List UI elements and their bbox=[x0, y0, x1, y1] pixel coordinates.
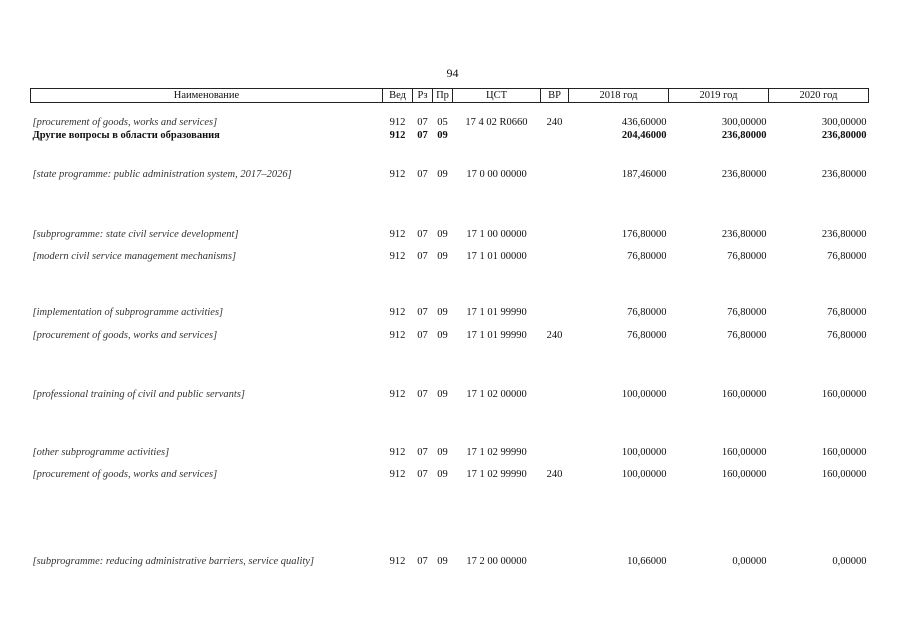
row-2018: 76,80000 bbox=[627, 307, 667, 319]
row-pr: 05 bbox=[437, 117, 448, 129]
row-vr: 240 bbox=[546, 469, 563, 481]
column-header-2019: 2019 год bbox=[669, 89, 769, 103]
row-rz: 07 bbox=[417, 251, 428, 263]
row-name: [subprogramme: state civil service development] bbox=[32, 229, 239, 241]
row-2020: 236,80000 bbox=[821, 229, 867, 241]
row-cst: 17 0 00 00000 bbox=[466, 169, 527, 181]
row-2018: 204,46000 bbox=[621, 130, 667, 142]
row-2020: 0,00000 bbox=[832, 556, 867, 568]
row-vr bbox=[541, 142, 569, 181]
row-cst: 17 1 00 00000 bbox=[466, 229, 527, 241]
row-rz: 07 bbox=[417, 389, 428, 401]
row-vr: 240 bbox=[546, 117, 563, 129]
row-vr bbox=[541, 129, 569, 142]
row-cst: 17 4 02 R0660 bbox=[465, 117, 528, 129]
row-rz: 07 bbox=[417, 307, 428, 319]
row-2018: 187,46000 bbox=[621, 169, 667, 181]
row-name: [procurement of goods, works and services] bbox=[32, 469, 218, 481]
row-ved: 912 bbox=[389, 169, 406, 181]
table-row bbox=[31, 459, 869, 481]
row-2020: 160,00000 bbox=[821, 447, 867, 459]
table-row bbox=[31, 142, 869, 181]
row-vr bbox=[541, 241, 569, 263]
row-2020: 160,00000 bbox=[821, 469, 867, 481]
row-vr bbox=[541, 181, 569, 241]
row-rz: 07 bbox=[417, 556, 428, 568]
row-vr: 240 bbox=[546, 330, 563, 342]
row-pr: 09 bbox=[437, 307, 448, 319]
row-rz: 07 bbox=[417, 447, 428, 459]
row-cst: 17 1 02 00000 bbox=[466, 389, 527, 401]
row-2019: 76,80000 bbox=[727, 330, 767, 342]
row-name: [procurement of goods, works and services] bbox=[32, 117, 218, 129]
row-pr: 09 bbox=[437, 469, 448, 481]
row-cst: 17 1 01 99990 bbox=[466, 307, 527, 319]
table-row bbox=[31, 342, 869, 401]
row-ved: 912 bbox=[389, 469, 406, 481]
table-row bbox=[31, 401, 869, 459]
row-pr: 09 bbox=[437, 229, 448, 241]
row-2019: 300,00000 bbox=[721, 117, 767, 129]
table-row bbox=[31, 103, 869, 129]
row-name: [subprogramme: reducing administrative barriers, service quality] bbox=[32, 556, 315, 568]
table-row bbox=[31, 241, 869, 263]
row-2019: 76,80000 bbox=[727, 251, 767, 263]
row-pr: 09 bbox=[437, 130, 448, 142]
column-header-name: Наименование bbox=[31, 89, 383, 103]
row-cst: 17 1 02 99990 bbox=[466, 469, 527, 481]
row-2018: 10,66000 bbox=[627, 556, 667, 568]
row-pr: 09 bbox=[437, 447, 448, 459]
column-header-2020: 2020 год bbox=[769, 89, 869, 103]
row-2019: 236,80000 bbox=[721, 169, 767, 181]
row-2020: 76,80000 bbox=[827, 330, 867, 342]
row-rz: 07 bbox=[417, 169, 428, 181]
row-ved: 912 bbox=[389, 330, 406, 342]
table-row bbox=[31, 129, 869, 142]
row-2020: 76,80000 bbox=[827, 251, 867, 263]
row-2020: 76,80000 bbox=[827, 307, 867, 319]
row-2019: 76,80000 bbox=[727, 307, 767, 319]
row-ved: 912 bbox=[389, 447, 406, 459]
row-2019: 160,00000 bbox=[721, 447, 767, 459]
row-ved: 912 bbox=[389, 389, 406, 401]
row-name: [modern civil service management mechanisms] bbox=[32, 251, 237, 263]
row-ved: 912 bbox=[389, 130, 406, 142]
row-rz: 07 bbox=[417, 229, 428, 241]
row-ved: 912 bbox=[389, 117, 406, 129]
row-ved: 912 bbox=[389, 251, 406, 263]
row-name: [professional training of civil and public servants] bbox=[32, 389, 246, 401]
row-2018: 100,00000 bbox=[621, 447, 667, 459]
table-row bbox=[31, 263, 869, 319]
row-cst: 17 1 02 99990 bbox=[466, 447, 527, 459]
column-header-ved: Вед bbox=[383, 89, 413, 103]
row-pr: 09 bbox=[437, 556, 448, 568]
row-cst: 17 2 00 00000 bbox=[466, 556, 527, 568]
row-vr bbox=[541, 263, 569, 319]
row-name: [implementation of subprogramme activities] bbox=[32, 307, 224, 319]
table-header-row bbox=[31, 89, 869, 103]
row-rz: 07 bbox=[417, 330, 428, 342]
row-pr: 09 bbox=[437, 169, 448, 181]
row-name: [other subprogramme activities] bbox=[32, 447, 170, 459]
row-2018: 76,80000 bbox=[627, 330, 667, 342]
row-vr bbox=[541, 342, 569, 401]
row-name: [state programme: public administration system, 2017–2026] bbox=[32, 169, 292, 181]
column-header-pr: Пр bbox=[433, 89, 453, 103]
row-ved: 912 bbox=[389, 556, 406, 568]
row-2018: 100,00000 bbox=[621, 469, 667, 481]
row-2020: 300,00000 bbox=[821, 117, 867, 129]
row-2020: 236,80000 bbox=[821, 130, 867, 142]
row-rz: 07 bbox=[417, 117, 428, 129]
row-2019: 160,00000 bbox=[721, 469, 767, 481]
table-row bbox=[31, 481, 869, 568]
budget-table bbox=[30, 88, 869, 568]
column-header-vr: ВР bbox=[541, 89, 569, 103]
row-name: [procurement of goods, works and services] bbox=[32, 330, 218, 342]
row-2019: 236,80000 bbox=[721, 229, 767, 241]
row-2020: 160,00000 bbox=[821, 389, 867, 401]
table-row bbox=[31, 319, 869, 342]
column-header-2018: 2018 год bbox=[569, 89, 669, 103]
row-ved: 912 bbox=[389, 307, 406, 319]
row-2018: 436,60000 bbox=[621, 117, 667, 129]
row-pr: 09 bbox=[437, 389, 448, 401]
page-number: 94 bbox=[446, 66, 459, 80]
column-header-rz: Рз bbox=[413, 89, 433, 103]
row-pr: 09 bbox=[437, 251, 448, 263]
row-2018: 176,80000 bbox=[621, 229, 667, 241]
row-ved: 912 bbox=[389, 229, 406, 241]
row-2019: 160,00000 bbox=[721, 389, 767, 401]
row-2019: 0,00000 bbox=[732, 556, 767, 568]
row-2018: 76,80000 bbox=[627, 251, 667, 263]
table-row bbox=[31, 181, 869, 241]
row-name: Другие вопросы в области образования bbox=[32, 130, 220, 142]
row-2019: 236,80000 bbox=[721, 130, 767, 142]
row-pr: 09 bbox=[437, 330, 448, 342]
row-cst bbox=[453, 129, 541, 142]
row-rz: 07 bbox=[417, 130, 428, 142]
row-cst: 17 1 01 00000 bbox=[466, 251, 527, 263]
row-vr bbox=[541, 401, 569, 459]
row-2020: 236,80000 bbox=[821, 169, 867, 181]
row-cst: 17 1 01 99990 bbox=[466, 330, 527, 342]
column-header-cst: ЦСТ bbox=[453, 89, 541, 103]
row-vr bbox=[541, 481, 569, 568]
row-2018: 100,00000 bbox=[621, 389, 667, 401]
row-rz: 07 bbox=[417, 469, 428, 481]
